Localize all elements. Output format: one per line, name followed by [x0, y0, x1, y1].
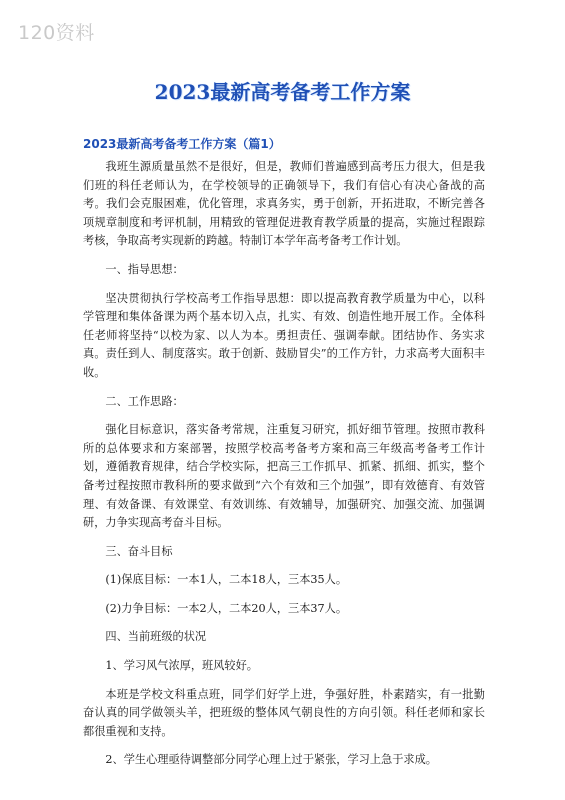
heading-goals: 三、奋斗目标: [105, 544, 173, 558]
goal-target: (2)力争目标：一本2人，二本20人，三本37人。: [105, 601, 348, 615]
heading-work-approach: 二、工作思路：: [105, 394, 184, 408]
paragraph-study-atmosphere: 本班是学校文科重点班，同学们好学上进，争强好胜，朴素踏实，有一批勤奋认真的同学做领头羊，把班级的整体风气朝良性的方向引领。科任老师和家长都很重视和支持。: [83, 687, 485, 738]
paragraph-work-approach: 强化目标意识，落实备考常规，注重复习研究，抓好细节管理。按照市教科所的总体要求和方案部署，按照学校高考备考方案和高三年级高考备考工作计划，遵循教育规律，结合学校实际，把高三工作抓早、抓紧、抓细、抓实，整个备考过程按照市教科所的要求做到“六个有效和三个加强”，即有效德育、有效管理、有效备课、有效课堂、有效训练、有效辅导，加强研究、加强交流、加强调研，力争实现高考奋斗目标。: [83, 423, 485, 530]
heading-class-status: 四、当前班级的状况: [105, 630, 207, 644]
watermark: 120资料: [18, 22, 95, 44]
heading-student-psychology: 2、学生心理亟待调整部分同学心理上过于紧张，学习上急于求成。: [105, 753, 437, 767]
heading-guiding-ideology: 一、指导思想：: [105, 262, 184, 276]
paragraph-guiding-ideology: 坚决贯彻执行学校高考工作指导思想：即以提高教育教学质量为中心，以科学管理和集体备课为两个基本切入点，扎实、有效、创造性地开展工作。全体科任老师将坚持“以校为家、以人为本。勇担责任、强调奉献。团结协作、务实求真。责任到人、制度落实。敢于创新、鼓励冒尖”的工作方针，力求高考大面积丰收。: [83, 291, 485, 379]
document-title: 2023最新高考备考工作方案: [154, 80, 411, 104]
section-subtitle: 2023最新高考备考工作方案（篇1）: [83, 137, 281, 151]
goal-minimum: (1)保底目标：一本1人，二本18人，三本35人。: [105, 573, 348, 587]
heading-study-atmosphere: 1、学习风气浓厚，班风较好。: [105, 659, 258, 673]
paragraph-intro: 我班生源质量虽然不是很好，但是，教师们普遍感到高考压力很大，但是我们班的科任老师认为，在学校领导的正确领导下，我们有信心有决心备战的高考。我们会克服困难，优化管理，求真务实，勇于创新，开拓进取，不断完善各项规章制度和考评机制，用精致的管理促进教育教学质量的提高，实施过程跟踪考核，争取高考实现新的跨越。特制订本学年高考备考工作计划。: [83, 160, 485, 248]
document-body: [83, 158, 485, 770]
